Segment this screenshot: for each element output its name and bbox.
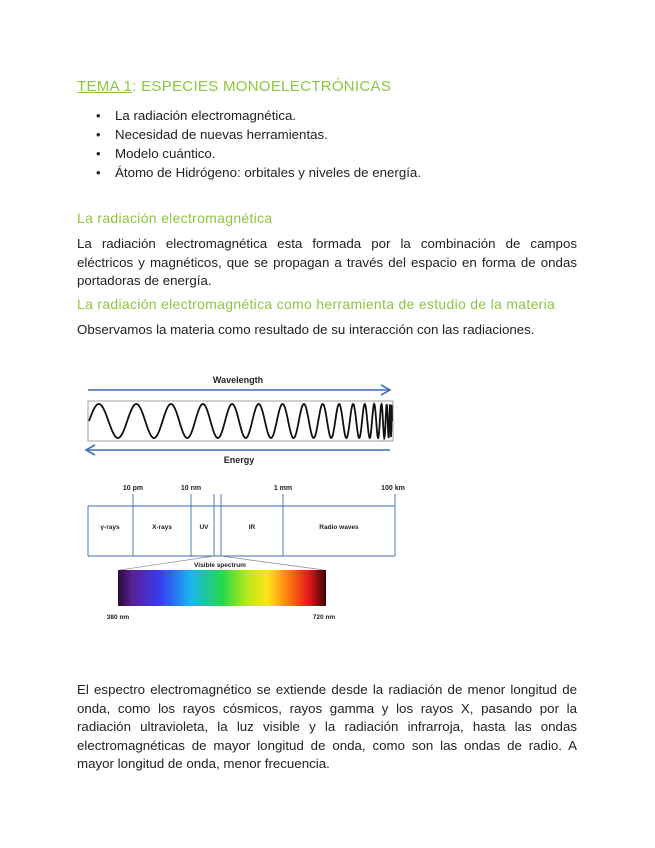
section2-heading: La radiación electromagnética como herramienta de estudio de la materia (77, 296, 556, 312)
topic-list (77, 106, 421, 182)
list-item: • La radiación electromagnética. (77, 106, 421, 125)
band-label: IR (248, 524, 256, 531)
wave-curve (89, 404, 392, 438)
scale-label: 10 nm (180, 485, 202, 492)
band-label: UV (199, 524, 209, 531)
list-item: • Necesidad de nuevas herramientas. (77, 125, 421, 144)
em-spectrum-figure (84, 370, 414, 626)
scale-label: 1 mm (273, 485, 293, 492)
band-label: Radio waves (319, 524, 359, 531)
section2-body: Observamos la materia como resultado de su interacción con las radiaciones. (77, 322, 535, 337)
title-text: ESPECIES MONOELECTRÓNICAS (136, 78, 392, 95)
wavelength-label: Wavelength (212, 375, 264, 385)
band-label: γ-rays (100, 524, 120, 531)
scale-label: 100 km (381, 485, 405, 492)
energy-label: Energy (223, 455, 255, 465)
list-item: • Modelo cuántico. (77, 144, 421, 163)
title-number: TEMA 1 (77, 78, 133, 95)
list-item: • Átomo de Hidrógeno: orbitales y niveles de energía. (77, 163, 421, 182)
scale-label: 10 pm (122, 485, 144, 492)
closing-paragraph: El espectro electromagnético se extiende desde la radiación de menor longitud de onda, como los rayos cósmicos, rayos gamma y los rayos X, pasando por la radiación ultravioleta, la luz visible y la radiación infrarroja, hasta las ondas electromagnéticas de mayor longitud de onda, como son las ondas de radio. A mayor longitud de onda, menor frecuencia. (77, 682, 577, 771)
visible-min-label: 380 nm (106, 614, 130, 621)
section1-heading: La radiación electromagnética (77, 210, 273, 226)
section1-body: La radiación electromagnética esta formada por la combinación de campos eléctricos y magnéticos, que se propagan a través del espacio en forma de ondas portadoras de energía. (77, 236, 577, 288)
title-separator: : (132, 78, 137, 95)
visible-max-label: 720 nm (312, 614, 336, 621)
visible-spectrum-bar (118, 570, 326, 606)
band-label: X-rays (152, 524, 172, 531)
visible-spectrum-label: Visible spectrum (194, 562, 246, 569)
page-title (77, 78, 391, 95)
